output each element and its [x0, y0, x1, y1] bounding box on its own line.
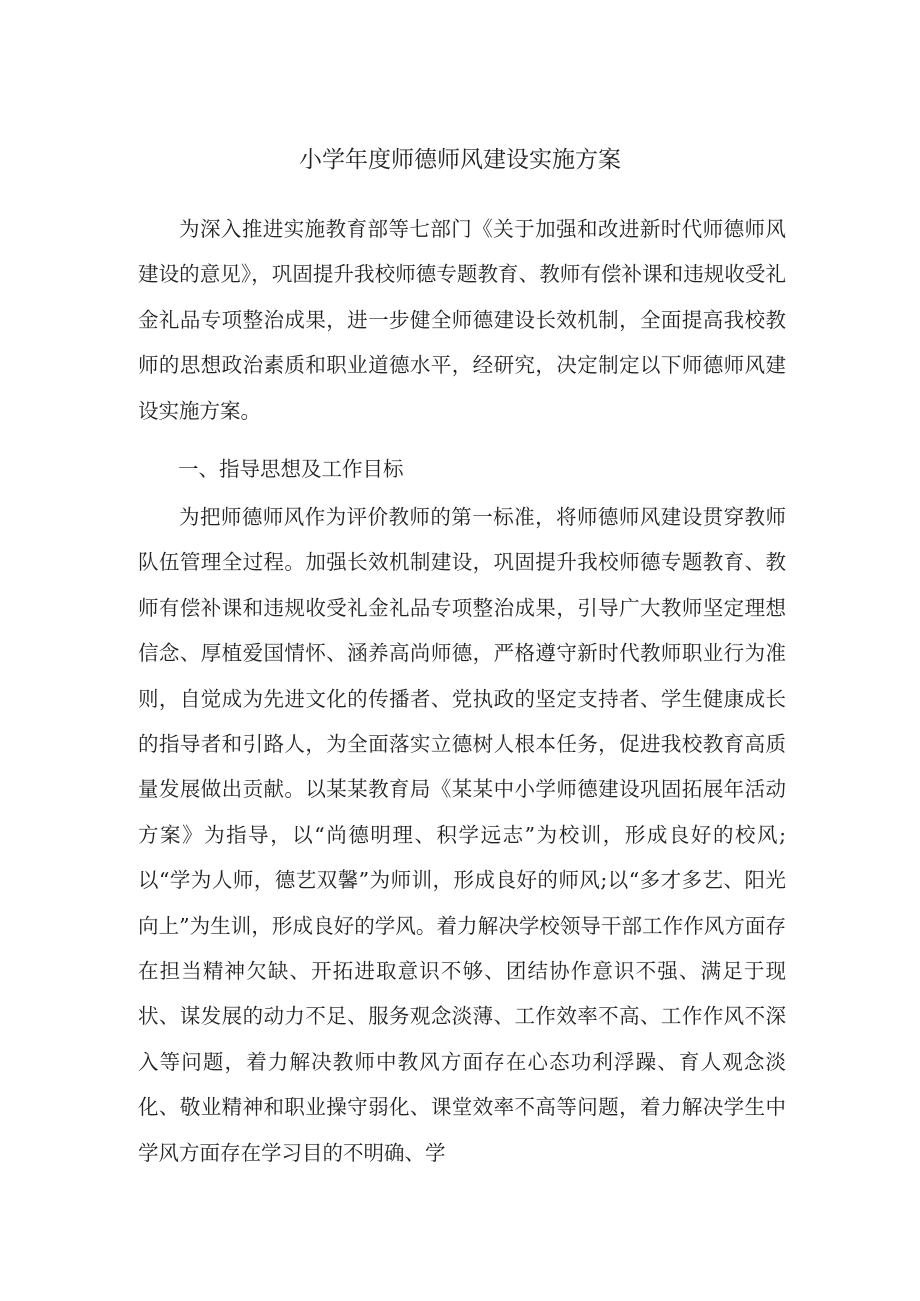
section-paragraph: 为把师德师风作为评价教师的第一标准，将师德师风建设贯穿教师队伍管理全过程。加强长效机制建设，巩固提升我校师德专题教育、教师有偿补课和违规收受礼金礼品专项整治成果，引导广大教师坚定理想信念、厚植爱国情怀、涵养高尚师德，严格遵守新时代教师职业行为准则，自觉成为先进文化的传播者、党执政的坚定支持者、学生健康成长的指导者和引路人，为全面落实立德树人根本任务，促进我校教育高质量发展做出贡献。以某某教育局《某某中小学师德建设巩固拓展年活动方案》为指导，以“尚德明理、积学远志”为校训，形成良好的校风;以“学为人师，德艺双馨”为师训，形成良好的师风;以“多才多艺、阳光向上”为生训，形成良好的学风。着力解决学校领导干部工作作风方面存在担当精神欠缺、开拓进取意识不够、团结协作意识不强、满足于现状、谋发展的动力不足、服务观念淡薄、工作效率不高、工作作风不深入等问题，着力解决教师中教风方面存在心态功利浮躁、育人观念淡化、敬业精神和职业操守弱化、课堂效率不高等问题，着力解决学生中学风方面存在学习目的不明确、学 [138, 505, 786, 1165]
section-heading: 一、指导思想及工作目标 [178, 457, 404, 481]
document-title: 小学年度师德师风建设实施方案 [299, 147, 621, 173]
intro-paragraph: 为深入推进实施教育部等七部门《关于加强和改进新时代师德师风建设的意见》，巩固提升我校师德专题教育、教师有偿补课和违规收受礼金礼品专项整治成果，进一步健全师德建设长效机制，全面提高我校教师的思想政治素质和职业道德水平，经研究，决定制定以下师德师风建设实施方案。 [138, 217, 786, 423]
